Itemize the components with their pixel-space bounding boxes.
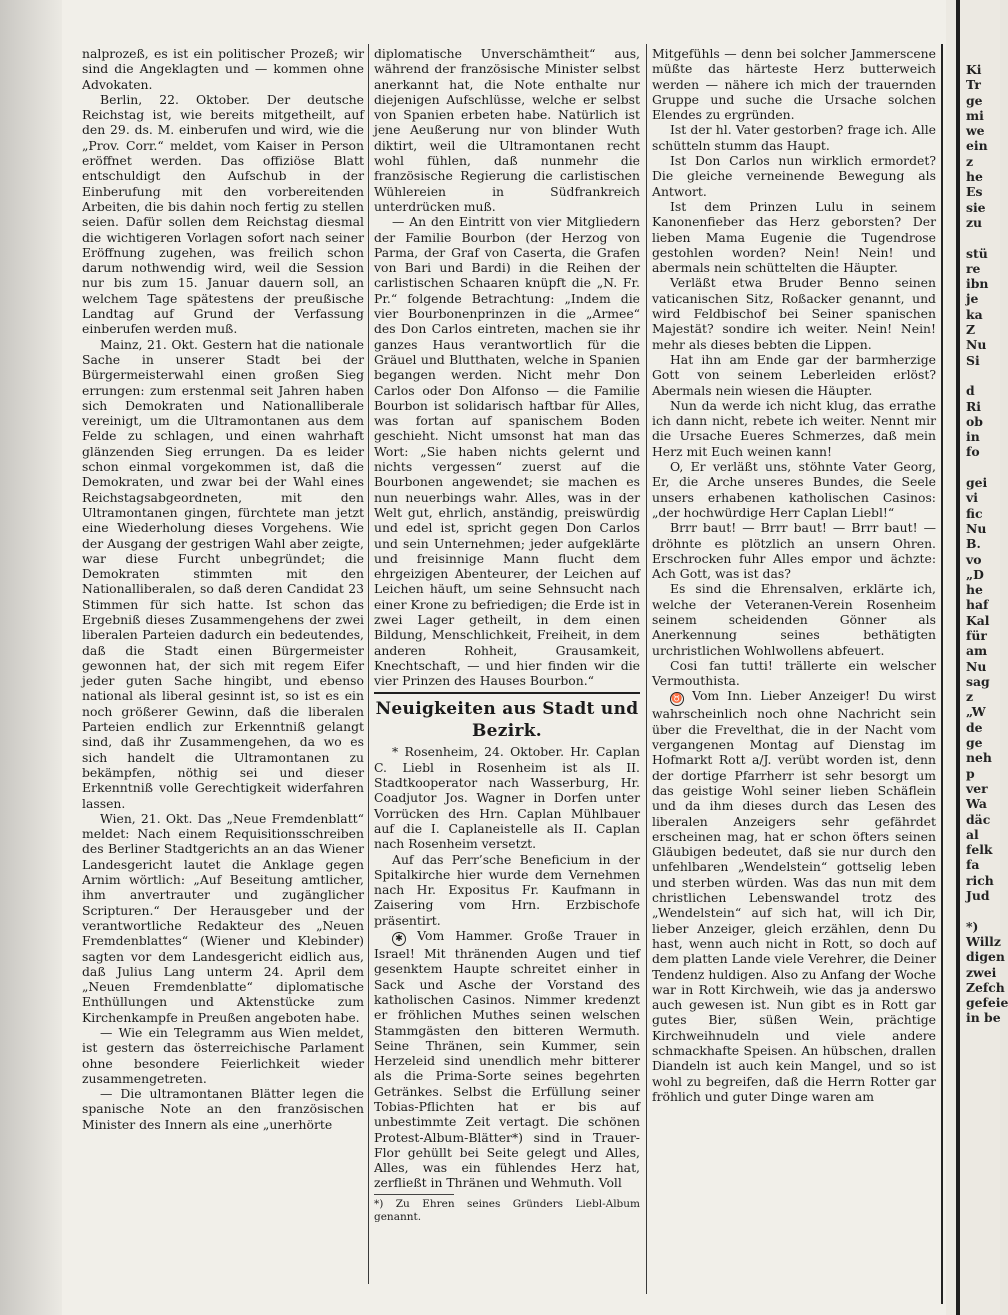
article-paragraph: — Die ultramontanen Blätter legen die spanische Note an den französischen Minister des Innern als eine „unerhörte (82, 1086, 364, 1132)
column-1 (82, 46, 364, 1132)
article-paragraph: Ist der hl. Vater gestorben? frage ich. Alle schütteln stumm das Haupt. (652, 122, 936, 153)
page-gutter-shadow (0, 0, 62, 1315)
article-paragraph: Auf das Perr’sche Beneficium in der Spitalkirche hier wurde dem Vernehmen nach Hr. Expositus Fr. Kaufmann in Zaisering vom Hrn. Erzbischofe präsentirt. (374, 851, 640, 928)
article-paragraph: nalprozeß, es ist ein politischer Prozeß; wir sind die Angeklagten und — kommen ohne Advokaten. (82, 46, 364, 92)
article-vom-inn (652, 688, 936, 1104)
article-wien: Wien, 21. Okt. Das „Neue Fremdenblatt“ meldet: Nach einem Requisitionsschreiben des Berliner Stadtgerichts an an das Wiener Landesgericht lautet die Anklage gegen Arnim wörtlich: „Auf Beseitung amtlicher, ihm anvertrauter und zugänglicher Scripturen.“ Der Herausgeber und der verantwortliche Redakteur des „Neuen Fremdenblattes“ (Wiener und Klebinder) sagten vor dem Landesgericht eidlich aus, daß Julius Lang unterm 24. April dem „Neuen Fremdenblatte“ diplomatische Enthüllungen und Aktenstücke zum Kirchenkampfe in Preußen angeboten habe. (82, 810, 364, 1025)
section-divider (374, 692, 640, 694)
article-paragraph: Cosi fan tutti! trällerte ein welscher Vermouthista. (652, 657, 936, 689)
article-text: Vom Hammer. Große Trauer in Israel! Mit thränenden Augen und tief gesenktem Haupte schreitet einher in Sack und Asche der Vorstand des katholischen Casinos. Nimmer kredenzt er fröhlichen Muthes seinen welschen Stammgästen den bitteren Wermuth. Seine Thränen, sein Kummer, sein Herzeleid sind unendlich mehr bitterer als die Prima-Sorte seines begehrten Getränkes. Selbst die Erfüllung seiner Tobias-Pflichten hat er bis auf unbestimmte Zeit vertagt. Die schönen Protest-Album-Blätter*) sind in Trauer-Flor gehüllt bei Seite gelegt und Alles, Alles, was ein fühlendes Herz hat, zerfließt in Thränen und Wehmuth. Voll (374, 928, 640, 1191)
article-paragraph: Brrr baut! — Brrr baut! — Brrr baut! — dröhnte es plötzlich an unsern Ohren. Erschrocken fuhr Alles empor und ächzte: Ach Gott, was ist das? (652, 520, 936, 582)
column-rule-3 (941, 44, 943, 1304)
article-vom-hammer (374, 928, 640, 1191)
footnote-divider (374, 1194, 454, 1195)
section-heading: Neuigkeiten aus Stadt und Bezirk. (375, 699, 639, 742)
article-paragraph: O, Er verläßt uns, stöhnte Vater Georg, Er, die Arche unseres Bundes, die Seele unsers erhabenen katholischen Casinos: „der hochwürdige Herr Caplan Liebl!“ (652, 459, 936, 520)
article-paragraph: Ist Don Carlos nun wirklich ermordet? Die gleiche verneinende Bewegung als Antwort. (652, 153, 936, 199)
ornament-icon: ♉ (671, 694, 683, 705)
article-paragraph: Nun da werde ich nicht klug, das errathe ich dann nicht, rebete ich weiter. Nennt mir die Ursache Eueres Schmerzes, daß mein Herz mit Euch weinen kann! (652, 397, 936, 459)
article-paragraph: Hat ihn am Ende gar der barmherzige Gott von seinem Leberleiden erlöst? Abermals nein wiesen die Häupter. (652, 351, 936, 398)
ornament-icon: ✱ (392, 932, 406, 946)
article-mainz: Mainz, 21. Okt. Gestern hat die nationale Sache in unserer Stadt bei der Bürgermeisterwahl einen großen Sieg errungen: zum erstenmal seit Jahren haben sich Demokraten und Nationalliberale vereinigt, um die Ultramontanen aus dem Felde zu schlagen, und einen wahrhaft glänzenden Sieg errungen. Da es leider schon einmal vorgekommen ist, daß die Demokraten, und zwar bei der Wahl eines Reichstagsabgeordneten, mit den Ultramontanen gingen, fürchtete man jetzt eine Wiederholung dieses Vorgehens. Wie der Ausgang der gestrigen Wahl aber zeigte, war diese Furcht unbegründet; die Demokraten stimmten mit den Nationalliberalen, so daß deren Candidat 23 Stimmen für sich hatte. Ist schon das Ergebniß dieses Zusammengehens der zwei liberalen Parteien dadurch ein bedeutendes, daß die Stadt einen Bürgermeister gewonnen hat, der sich mit regem Eifer jeder guten Sache hingibt, und ebenso national als liberal gesinnt ist, so ist es ein noch größerer Gewinn, daß die liberalen Parteien endlich zur Erkenntniß gelangt sind, daß ihr Zusammengehen, da wo es sich handelt die Ultramontanen zu bekämpfen, nöthig sei und dieser Erkenntniß volle Gerechtigkeit widerfahren lassen. (82, 336, 364, 811)
adjacent-page-strip (946, 0, 1008, 1315)
article-paragraph: Ist dem Prinzen Lulu in seinem Kanonenfieber das Herz geborsten? Der lieben Mama Eugenie die Tugendrose gestohlen worden? Nein! Nein! und abermals nein schüttelten die Häupter. (652, 198, 936, 276)
page-fold-shadow (956, 0, 960, 1315)
article-paragraph: Verläßt etwa Bruder Benno seinen vaticanischen Sitz, Roßacker genannt, und wird Feldbischof bei Seiner spanischen Majestät? sondire ich weiter. Nein! Nein! mehr als dieses bebten die Lippen. (652, 275, 936, 352)
article-bourbon: — An den Eintritt von vier Mitgliedern der Familie Bourbon (der Herzog von Parma, der Graf von Caserta, die Grafen von Bari und Bardi) in die Reihen der carlistischen Schaaren knüpft die „N. Fr. Pr.“ folgende Betrachtung: „Indem die vier Bourbonenprinzen in die „Armee“ des Don Carlos eintreten, machen sie ihr ganzes Haus verantwortlich für die Gräuel und Blutthaten, welche in Spanien begangen werden. Nicht mehr Don Carlos oder Don Alfonso — die Familie Bourbon ist solidarisch haftbar für Alles, was fortan auf spanischem Boden geschieht. Nicht umsonst hat man das Wort: „Sie haben nichts gelernt und nichts vergessen“ zuerst auf die Bourbonen angewendet; sie machen es nun neuerbings wahr. Alles, was in der Welt gut, ehrlich, anständig, preiswürdig und edel ist, spricht gegen Don Carlos und sein Unternehmen; jeder aufgeklärte und freisinnige Mann flucht dem ehrgeizigen Abenteurer, der Leichen auf Leichen häuft, um seine Sehnsucht nach einer Krone zu befriedigen; die Erde ist in zwei Lager getheilt, in dem einen Bildung, Menschlichkeit, Freiheit, in dem anderen Rohheit, Grausamkeit, Knechtschaft, — und hier finden wir die vier Prinzen des Hauses Bourbon.“ (374, 214, 640, 689)
article-berlin: Berlin, 22. Oktober. Der deutsche Reichstag ist, wie bereits mitgetheilt, auf den 29. ds. M. einberufen und wird, wie die „Prov. Corr.“ meldet, vom Kaiser in Person eröffnet werden. Das offiziöse Blatt entschuldigt den Aufschub in der Einberufung mit den vorbereitenden Arbeiten, die bis dahin noch fertig zu stellen seien. Dafür sollen dem Reichstag diesmal die wichtigeren Vorlagen sofort nach seiner Eröffnung zugehen, was freilich schon darum nothwendig wird, weil die Session nur bis zum 15. Januar dauern soll, an welchem Tage spätestens der preußische Landtag auf Grund der Verfassung einberufen werden muß. (82, 91, 364, 337)
column-2 (374, 46, 640, 1224)
article-text: Vom Inn. Lieber Anzeiger! Du wirst wahrscheinlich noch ohne Nachricht sein über die Frevelthat, die in der Nacht vom vergangenen Montag auf Dienstag im Hofmarkt Rott a/J. verübt worden ist, denn der dortige Pfarrherr ist sehr besorgt um das geistige Wohl seiner lieben Schäflein und da ihm dieses durch das Lesen des liberalen Anzeigers sehr gefährdet erscheinen mag, hat er schon öfters seinen Gläubigen bedeutet, daß sie nur durch den unfehlbaren „Wendelstein“ gottselig leben und sterben würden. Was das nun mit dem christlichen Lebenswandel trotz des „Wendelstein“ auf sich hat, will ich Dir, lieber Anzeiger, gleich erzählen, denn Du hast, wenn auch nicht in Rott, so doch auf dem platten Lande viele Verehrer, die Deiner Tendenz huldigen. Also zu Anfang der Woche war in Rott Kirchweih, wie das ja anderswo auch gewesen ist. Nun gibt es in Rott gar gutes Bier, süßen Wein, prächtige Kirchweihnudeln und viele andere schmackhafte Speisen. An hübschen, drallen Diandeln ist auch kein Mangel, und so ist wohl zu begreifen, daß die Herrn Rotter gar fröhlich und guter Dinge waren am (652, 688, 936, 1104)
adjacent-page-text: Ki Tr ge mi we ein z he Es sie zu stü re ibn je ka Z Nu Si d Ri ob in fo gei vi fic Nu B. vo „D he haf Kal für am Nu sag z „W de ge neh p ver Wa däc al felk fa rich Jud *) Willz digen zwei Zefch gefeie in be (966, 62, 1008, 1026)
article-rosenheim: * Rosenheim, 24. Oktober. Hr. Caplan C. Liebl in Rosenheim ist als II. Stadtkooperator nach Wasserburg, Hr. Coadjutor Jos. Wagner in Dorfen unter Vorrücken des Hrn. Caplan Mühlbauer auf die I. Caplaneistelle als II. Caplan nach Rosenheim versetzt. (374, 744, 640, 852)
column-rule-1 (368, 44, 369, 1284)
column-rule-2 (646, 44, 647, 1294)
column-3 (652, 46, 936, 1104)
article-paragraph: Es sind die Ehrensalven, erklärte ich, welche der Veteranen-Verein Rosenheim seinem scheidenden Gönner als Anerkennung seines bethätigten urchristlichen Wohlwollens abfeuert. (652, 581, 936, 658)
footnote: *) Zu Ehren seines Gründers Liebl-Album genannt. (374, 1197, 640, 1223)
article-paragraph: — Wie ein Telegramm aus Wien meldet, ist gestern das österreichische Parlament ohne besondere Feierlichkeit wieder zusammengetreten. (82, 1025, 364, 1086)
article-paragraph: Mitgefühls — denn bei solcher Jammerscene müßte das härteste Herz butterweich werden — nähere ich mich der trauernden Gruppe und suche die Ursache solchen Elendes zu ergründen. (652, 46, 936, 123)
article-paragraph: diplomatische Unverschämtheit“ aus, während der französische Minister selbst anerkannt hat, die Note enthalte nur diejenigen Aufschlüsse, welche er selbst von Spanien erbeten habe. Natürlich ist jene Aeußerung nur von blinder Wuth diktirt, weil die Ultramontanen recht wohl fühlen, daß nunmehr die französische Regierung die carlistischen Wühlereien in Südfrankreich unterdrücken muß. (374, 46, 640, 214)
